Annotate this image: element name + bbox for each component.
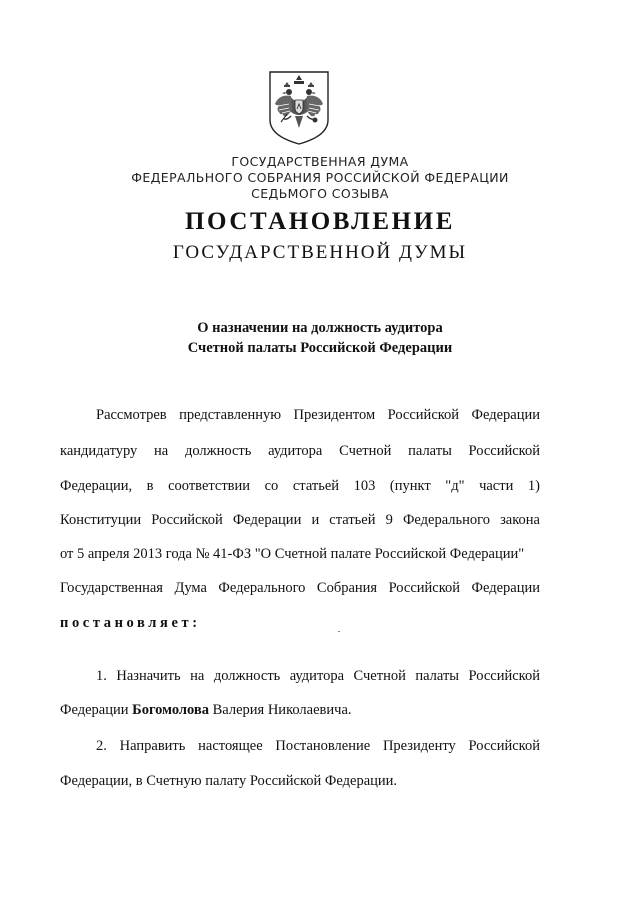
item-2-line-1: 2. Направить настоящее Постановление Президенту Российской <box>96 738 540 754</box>
resolves-word: постановляет: <box>60 615 201 631</box>
preamble-line-2: кандидатуру на должность аудитора Счетной палаты Российской <box>60 443 540 459</box>
item-1-line-1: 1. Назначить на должность аудитора Счетной палаты Российской <box>96 668 540 684</box>
item-1-line-2 <box>60 700 540 720</box>
preamble-line-3: Федерации, в соответствии со статьей 103 (пункт "д" части 1) <box>60 478 540 494</box>
preamble-line-4: Конституции Российской Федерации и статьей 9 Федерального закона <box>60 512 540 528</box>
org-line-federal-assembly: ФЕДЕРАЛЬНОГО СОБРАНИЯ РОССИЙСКОЙ ФЕДЕРАЦИИ <box>131 170 509 185</box>
org-line-convocation: СЕДЬМОГО СОЗЫВА <box>251 186 389 201</box>
scan-speck <box>338 631 340 632</box>
document-subtitle: ГОСУДАРСТВЕННОЙ ДУМЫ <box>172 242 468 263</box>
preamble-line-1: Рассмотрев представленную Президентом Российской Федерации <box>96 407 540 423</box>
preamble-line-6: Государственная Дума Федерального Собрания Российской Федерации <box>60 580 540 596</box>
appointee-surname: Богомолова <box>132 702 209 718</box>
item-1-prefix: Федерации <box>60 702 133 718</box>
item-1-suffix: Валерия Николаевича. <box>209 702 352 718</box>
document-type-heading: ПОСТАНОВЛЕНИЕ <box>184 208 456 235</box>
item-2-line-2: Федерации, в Счетную палату Российской Федерации. <box>60 773 398 789</box>
resolution-title-line-1: О назначении на должность аудитора <box>197 320 443 336</box>
preamble-line-5: от 5 апреля 2013 года № 41-ФЗ "О Счетной палате Российской Федерации" <box>60 546 525 562</box>
state-emblem-icon <box>267 70 331 146</box>
org-line-duma: ГОСУДАРСТВЕННАЯ ДУМА <box>231 154 409 169</box>
resolution-title-line-2: Счетной палаты Российской Федерации <box>187 340 453 356</box>
